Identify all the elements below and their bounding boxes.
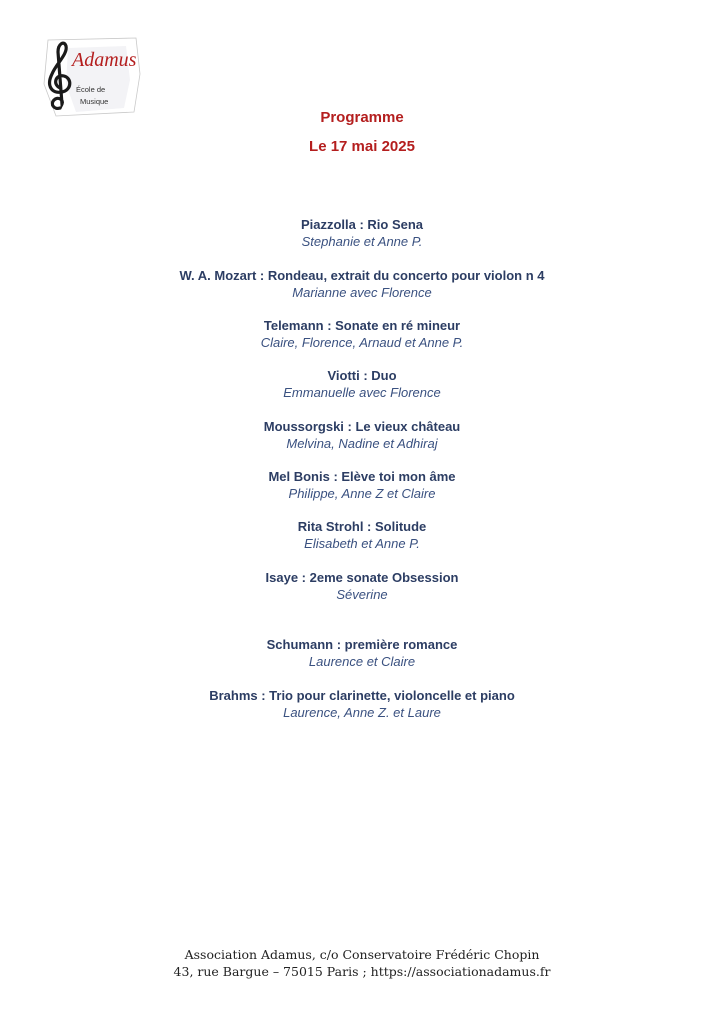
logo-line2: Musique [80, 97, 109, 106]
program-item [0, 687, 724, 721]
program-item [0, 418, 724, 452]
piece-performers: Emmanuelle avec Florence [283, 385, 441, 400]
piece-performers: Marianne avec Florence [292, 285, 432, 300]
piece-performers: Laurence et Claire [308, 654, 416, 669]
program-item [0, 468, 724, 502]
concert-date: Le 17 mai 2025 [309, 138, 415, 155]
logo-line1: École de [76, 85, 106, 94]
piece-performers: Stephanie et Anne P. [301, 234, 423, 249]
program-item [0, 569, 724, 603]
piece-title: Isaye : 2eme sonate Obsession [265, 570, 459, 585]
program-item [0, 216, 724, 250]
footer-contact: 43, rue Bargue – 75015 Paris ; https://associationadamus.fr [173, 964, 551, 979]
piece-title: Brahms : Trio pour clarinette, violoncelle et piano [209, 688, 515, 703]
piece-performers: Séverine [336, 587, 388, 602]
piece-title: Schumann : première romance [266, 637, 458, 652]
program-item [0, 367, 724, 401]
page-title: Programme [320, 109, 404, 126]
piece-title: W. A. Mozart : Rondeau, extrait du concerto pour violon n 4 [179, 268, 545, 283]
footer-address: Association Adamus, c/o Conservatoire Frédéric Chopin [184, 947, 540, 962]
logo [36, 34, 144, 120]
piece-performers: Claire, Florence, Arnaud et Anne P. [260, 335, 464, 350]
piece-title: Mel Bonis : Elève toi mon âme [268, 469, 456, 484]
program-item [0, 267, 724, 301]
piece-title: Viotti : Duo [327, 368, 397, 383]
piece-title: Moussorgski : Le vieux château [263, 419, 461, 434]
program-item [0, 317, 724, 351]
piece-performers: Elisabeth et Anne P. [304, 536, 420, 551]
piece-performers: Melvina, Nadine et Adhiraj [286, 436, 438, 451]
program-item [0, 636, 724, 670]
piece-title: Rita Strohl : Solitude [297, 519, 427, 534]
piece-title: Telemann : Sonate en ré mineur [263, 318, 461, 333]
program-item [0, 518, 724, 552]
piece-title: Piazzolla : Rio Sena [300, 217, 424, 232]
logo-name: Adamus [72, 49, 137, 71]
piece-performers: Laurence, Anne Z. et Laure [283, 705, 441, 720]
piece-performers: Philippe, Anne Z et Claire [288, 486, 436, 501]
